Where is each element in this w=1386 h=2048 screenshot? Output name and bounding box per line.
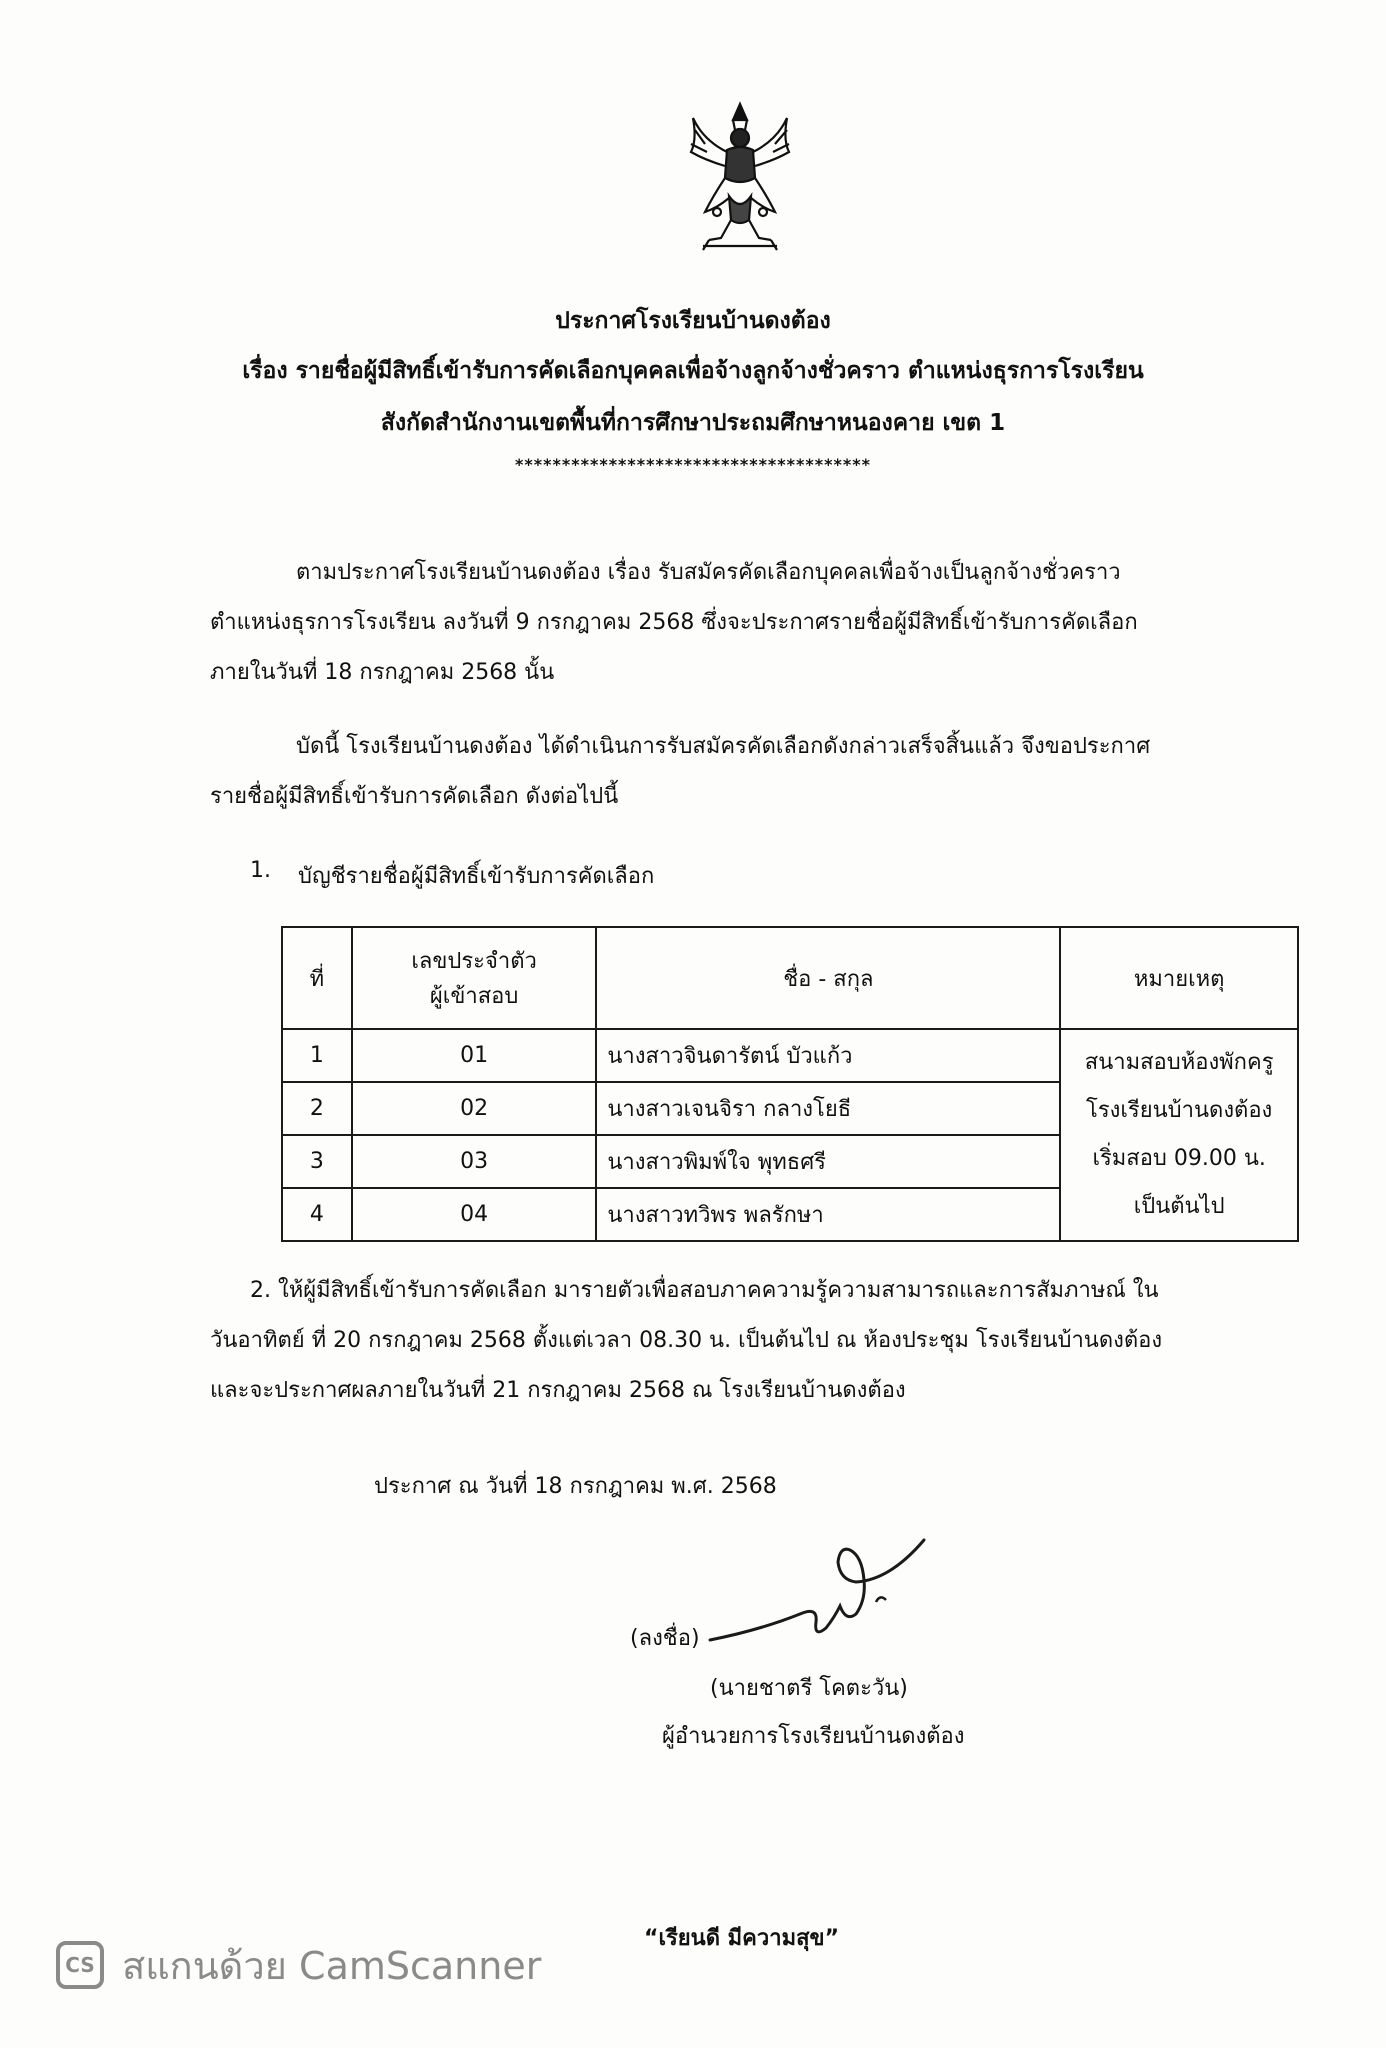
row-exam-id: 01 [352, 1029, 597, 1082]
document-agency: สังกัดสำนักงานเขตพื้นที่การศึกษาประถมศึกษาหนองคาย เขต 1 [380, 410, 1006, 436]
camscanner-watermark [56, 1937, 541, 1993]
document-subject: เรื่อง รายชื่อผู้มีสิทธิ์เข้ารับการคัดเลือกบุคคลเพื่อจ้างลูกจ้างชั่วคราว ตำแหน่งธุรการโรงเรียน [242, 358, 1144, 384]
intro-line-2: ตำแหน่งธุรการโรงเรียน ลงวันที่ 9 กรกฎาคม 2568 ซึ่งจะประกาศรายชื่อผู้มีสิทธิ์เข้ารับการคัดเลือก [210, 610, 1138, 635]
remark-line: สนามสอบห้องพักครู [1084, 1050, 1274, 1075]
row-name: นางสาวเจนจิรา กลางโยธี [596, 1082, 1060, 1135]
table-row [282, 1029, 1298, 1082]
table-header-row [282, 927, 1298, 1029]
announce-line-1: บัดนี้ โรงเรียนบ้านดงต้อง ได้ดำเนินการรับสมัครคัดเลือกดังกล่าวเสร็จสิ้นแล้ว จึงขอประกาศ [296, 734, 1151, 759]
header-name: ชื่อ - สกุล [596, 927, 1060, 1029]
announce-date: ประกาศ ณ วันที่ 18 กรกฎาคม พ.ศ. 2568 [374, 1474, 777, 1499]
intro-line-1: ตามประกาศโรงเรียนบ้านดงต้อง เรื่อง รับสมัครคัดเลือกบุคคลเพื่อจ้างเป็นลูกจ้างชั่วคราว [296, 560, 1121, 585]
header-exam-id-line1: เลขประจำตัว [411, 949, 537, 974]
row-no: 2 [282, 1082, 352, 1135]
title-separator: ************************************** [515, 455, 871, 474]
camscanner-text: สแกนด้วย CamScanner [122, 1943, 542, 1988]
candidate-table [281, 926, 1299, 1242]
section-2-line-1: 2. ให้ผู้มีสิทธิ์เข้ารับการคัดเลือก มารายตัวเพื่อสอบภาคความรู้ความสามารถและการสัมภาษณ์ ใน [250, 1278, 1159, 1303]
row-exam-id: 03 [352, 1135, 597, 1188]
remark-line: เป็นต้นไป [1133, 1194, 1225, 1219]
header-exam-id-line2: ผู้เข้าสอบ [429, 984, 519, 1009]
school-motto: “เรียนดี มีความสุข” [644, 1926, 840, 1951]
signer-title: ผู้อำนวยการโรงเรียนบ้านดงต้อง [662, 1724, 965, 1749]
remark-line: โรงเรียนบ้านดงต้อง [1086, 1098, 1273, 1123]
camscanner-logo-icon: CS [56, 1941, 104, 1989]
header-no: ที่ [282, 927, 352, 1029]
row-no: 1 [282, 1029, 352, 1082]
header-exam-id [352, 927, 597, 1029]
row-no: 4 [282, 1188, 352, 1241]
signature-icon [700, 1510, 940, 1660]
signed-label: (ลงชื่อ) [630, 1626, 700, 1651]
section-1-number: 1. [250, 858, 271, 883]
row-exam-id: 02 [352, 1082, 597, 1135]
signer-name: (นายชาตรี โคตะวัน) [710, 1676, 908, 1701]
section-2-line-3: และจะประกาศผลภายในวันที่ 21 กรกฎาคม 2568 ณ โรงเรียนบ้านดงต้อง [210, 1378, 906, 1403]
row-remark [1060, 1029, 1298, 1241]
intro-line-3: ภายในวันที่ 18 กรกฎาคม 2568 นั้น [210, 660, 555, 685]
row-no: 3 [282, 1135, 352, 1188]
announce-line-2: รายชื่อผู้มีสิทธิ์เข้ารับการคัดเลือก ดังต่อไปนี้ [210, 784, 619, 809]
garuda-emblem-icon [683, 100, 797, 258]
row-name: นางสาวทวิพร พลรักษา [596, 1188, 1060, 1241]
row-name: นางสาวจินดารัตน์ บัวแก้ว [596, 1029, 1060, 1082]
row-exam-id: 04 [352, 1188, 597, 1241]
document-title: ประกาศโรงเรียนบ้านดงต้อง [555, 308, 831, 334]
header-remark: หมายเหตุ [1060, 927, 1298, 1029]
remark-line: เริ่มสอบ 09.00 น. [1092, 1146, 1266, 1171]
section-2-line-2: วันอาทิตย์ ที่ 20 กรกฎาคม 2568 ตั้งแต่เวลา 08.30 น. เป็นต้นไป ณ ห้องประชุม โรงเรียนบ้านดงต้อง [210, 1328, 1163, 1353]
row-name: นางสาวพิมพ์ใจ พุทธศรี [596, 1135, 1060, 1188]
section-1-title: บัญชีรายชื่อผู้มีสิทธิ์เข้ารับการคัดเลือก [298, 864, 655, 889]
